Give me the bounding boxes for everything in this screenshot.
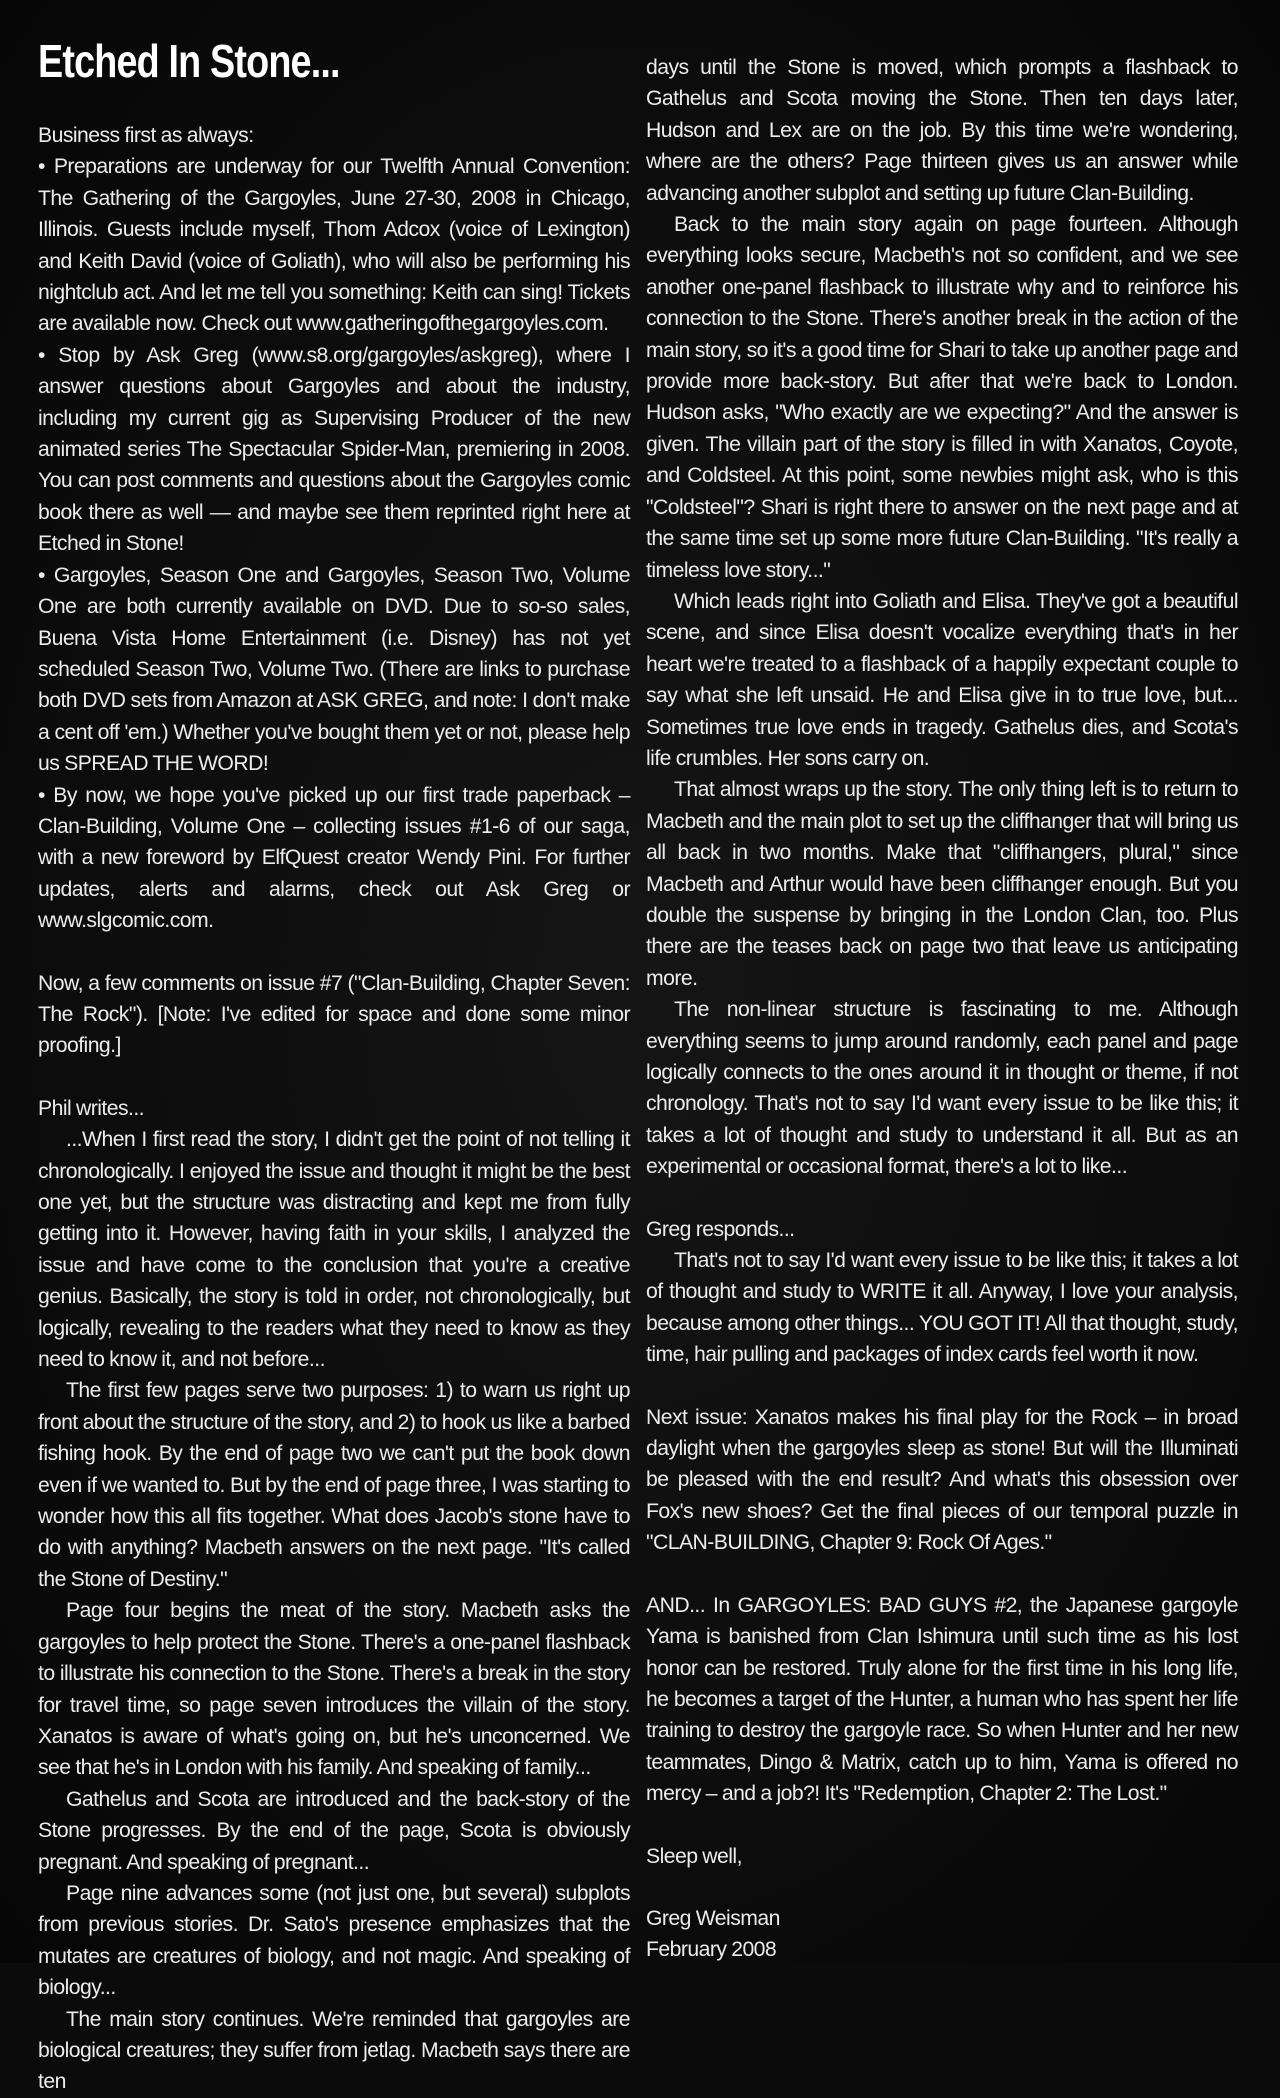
right-paragraph-2: Back to the main story again on page fourteen. Although everything looks secure, Macbeth's not so confident, and we see another one-panel flashback to illustrate why and to reinforce his connection to the Stone. There's another break in the action of the main story, so it's a good time for Shari to take up another page and provide more back-story. But after that we're back to London. Hudson asks, "Who exactly are we expecting?" And the answer is given. The villain part of the story is filled in with Xanatos, Coyote, and Coldsteel. At this point, some newbies might ask, who is this "Coldsteel"? Shari is right there to answer on the next page and at the same time set up some more future Clan-Building. "It's really a timeless love story..." [646, 213, 1238, 582]
right-column-body [646, 52, 1238, 1966]
left-paragraph-11: Gathelus and Scota are introduced and the back-story of the Stone progresses. By the end of the page, Scota is obviously pregnant. And speaking of pregnant... [38, 1787, 630, 1874]
right-paragraph-9: AND... In GARGOYLES: BAD GUYS #2, the Japanese gargoyle Yama is banished from Clan Ishimura until such time as his lost honor can be restored. Truly alone for the first time in his long life, he becomes a target of the Hunter, a human who has spent her life training to destroy the gargoyle race. So when Hunter and her new teammates, Dingo & Matrix, catch up to him, Yama is offered no mercy – and a job?! It's "Redemption, Chapter 2: The Lost." [646, 1593, 1238, 1806]
left-paragraph-8: ...When I first read the story, I didn't get the point of not telling it chronologically. I enjoyed the issue and thought it might be the best one yet, but the structure was distracting and kept me from fully getting into it. However, having faith in your skills, I analyzed the issue and have come to the conclusion that you're a creative genius. Basically, the story is told in order, not chronologically, but logically, revealing to the readers what they need to know as they need to know it, and not before... [38, 1128, 630, 1372]
text-columns [38, 34, 1238, 2098]
right-paragraph-3: Which leads right into Goliath and Elisa. They've got a beautiful scene, and since Elisa doesn't vocalize everything that's in her heart we're treated to a flashback of a happily expectant couple to say what she left unsaid. He and Elisa give in to true love, but... Sometimes true love ends in tragedy. Gathelus dies, and Scota's life crumbles. Her sons carry on. [646, 589, 1238, 770]
left-paragraph-3: • Stop by Ask Greg (www.s8.org/gargoyles/askgreg), where I answer questions about Gargoyles and about the industry, including my current gig as Supervising Producer of the new animated series The Spectacular Spider-Man, premiering in 2008. You can post comments and questions about the Gargoyles comic book there as well — and maybe see them reprinted right here at Etched in Stone! [38, 343, 630, 556]
left-paragraph-6: Now, a few comments on issue #7 ("Clan-Building, Chapter Seven: The Rock"). [Note: I've edited for space and done some minor proofing.] [38, 971, 630, 1058]
right-paragraph-10: Sleep well, [646, 1844, 742, 1868]
right-paragraph-1: days until the Stone is moved, which prompts a flashback to Gathelus and Scota moving the Stone. Then ten days later, Hudson and Lex are on the job. By this time we're wondering, where are the others? Page thirteen gives us an answer while advancing another subplot and setting up future Clan-Building. [646, 56, 1238, 205]
right-paragraph-7: That's not to say I'd want every issue to be like this; it takes a lot of thought and study to WRITE it all. Anyway, I love your analysis, because among other things... YOU GOT IT! All that thought, study, time, hair pulling and packages of index cards feel worth it now. [646, 1249, 1238, 1367]
left-paragraph-4: • Gargoyles, Season One and Gargoyles, Season Two, Volume One are both currently available on DVD. Due to so-so sales, Buena Vista Home Entertainment (i.e. Disney) has not yet scheduled Season Two, Volume Two. (There are links to purchase both DVD sets from Amazon at ASK GREG, and note: I don't make a cent off 'em.) Whether you've bought them yet or not, please help us SPREAD THE WORD! [38, 563, 630, 776]
left-paragraph-1: Business first as always: [38, 124, 254, 147]
right-column [646, 34, 1238, 2098]
right-paragraph-4: That almost wraps up the story. The only thing left is to return to Macbeth and the main plot to set up the cliffhanger that will bring us all back in two months. Make that "cliffhangers, plural," since Macbeth and Arthur would have been cliffhanger enough. But you double the suspense by bringing in the London Clan, too. Plus there are the teases back on page two that leave us anticipating more. [646, 778, 1238, 990]
left-paragraph-2: • Preparations are underway for our Twelfth Annual Convention: The Gathering of the Gargoyles, June 27-30, 2008 in Chicago, Illinois. Guests include myself, Thom Adcox (voice of Lexington) and Keith David (voice of Goliath), who will also be performing his nightclub act. And let me tell you something: Keith can sing! Tickets are available now. Check out www.gatheringofthegargoyles.com. [38, 155, 630, 336]
left-column [38, 34, 630, 2098]
left-paragraph-13: The main story continues. We're reminded that gargoyles are biological creatures; they suffer from jetlag. Macbeth says there are ten [38, 2007, 630, 2094]
page-title: Etched In Stone... [38, 35, 340, 87]
left-paragraph-12: Page nine advances some (not just one, but several) subplots from previous stories. Dr. Sato's presence emphasizes that the mutates are creatures of biology, and not magic. And speaking of biology... [38, 1881, 630, 2000]
right-paragraph-5: The non-linear structure is fascinating to me. Although everything seems to jump around randomly, each panel and page logically connects to the ones around it in thought or theme, if not chronology. That's not to say I'd want every issue to be like this; it takes a lot of thought and study to understand it all. But as an experimental or occasional format, there's a lot to like... [646, 998, 1238, 1179]
left-paragraph-5: • By now, we hope you've picked up our first trade paperback – Clan-Building, Volume One – collecting issues #1-6 of our saga, with a new foreword by ElfQuest creator Wendy Pini. For further updates, alerts and alarms, check out Ask Greg or www.slgcomic.com. [38, 783, 630, 933]
left-column-body [38, 120, 630, 2098]
right-paragraph-12: February 2008 [646, 1938, 777, 1962]
right-paragraph-11: Greg Weisman [646, 1906, 780, 1930]
left-paragraph-10: Page four begins the meat of the story. Macbeth asks the gargoyles to help protect the Stone. There's a one-panel flashback to illustrate his connection to the Stone. There's a break in the story for travel time, so page seven introduces the villain of the story. Xanatos is aware of what's going on, but he's unconcerned. We see that he's in London with his family. And speaking of family... [38, 1599, 630, 1780]
left-paragraph-7: Phil writes... [38, 1096, 145, 1120]
right-paragraph-6: Greg responds... [646, 1217, 795, 1241]
left-paragraph-9: The first few pages serve two purposes: 1) to warn us right up front about the structure of the story, and 2) to hook us like a barbed fishing hook. By the end of page two we can't put the book down even if we wanted to. But by the end of page three, I was starting to wonder how this all fits together. What does Jacob's stone have to do with anything? Macbeth answers on the next page. "It's called the Stone of Destiny." [38, 1379, 630, 1591]
right-paragraph-8: Next issue: Xanatos makes his final play for the Rock – in broad daylight when the gargoyles sleep as stone! But will the Illuminati be pleased with the end result? And what's this obsession over Fox's new shoes? Get the final pieces of our temporal puzzle in "CLAN-BUILDING, Chapter 9: Rock Of Ages." [646, 1405, 1238, 1555]
